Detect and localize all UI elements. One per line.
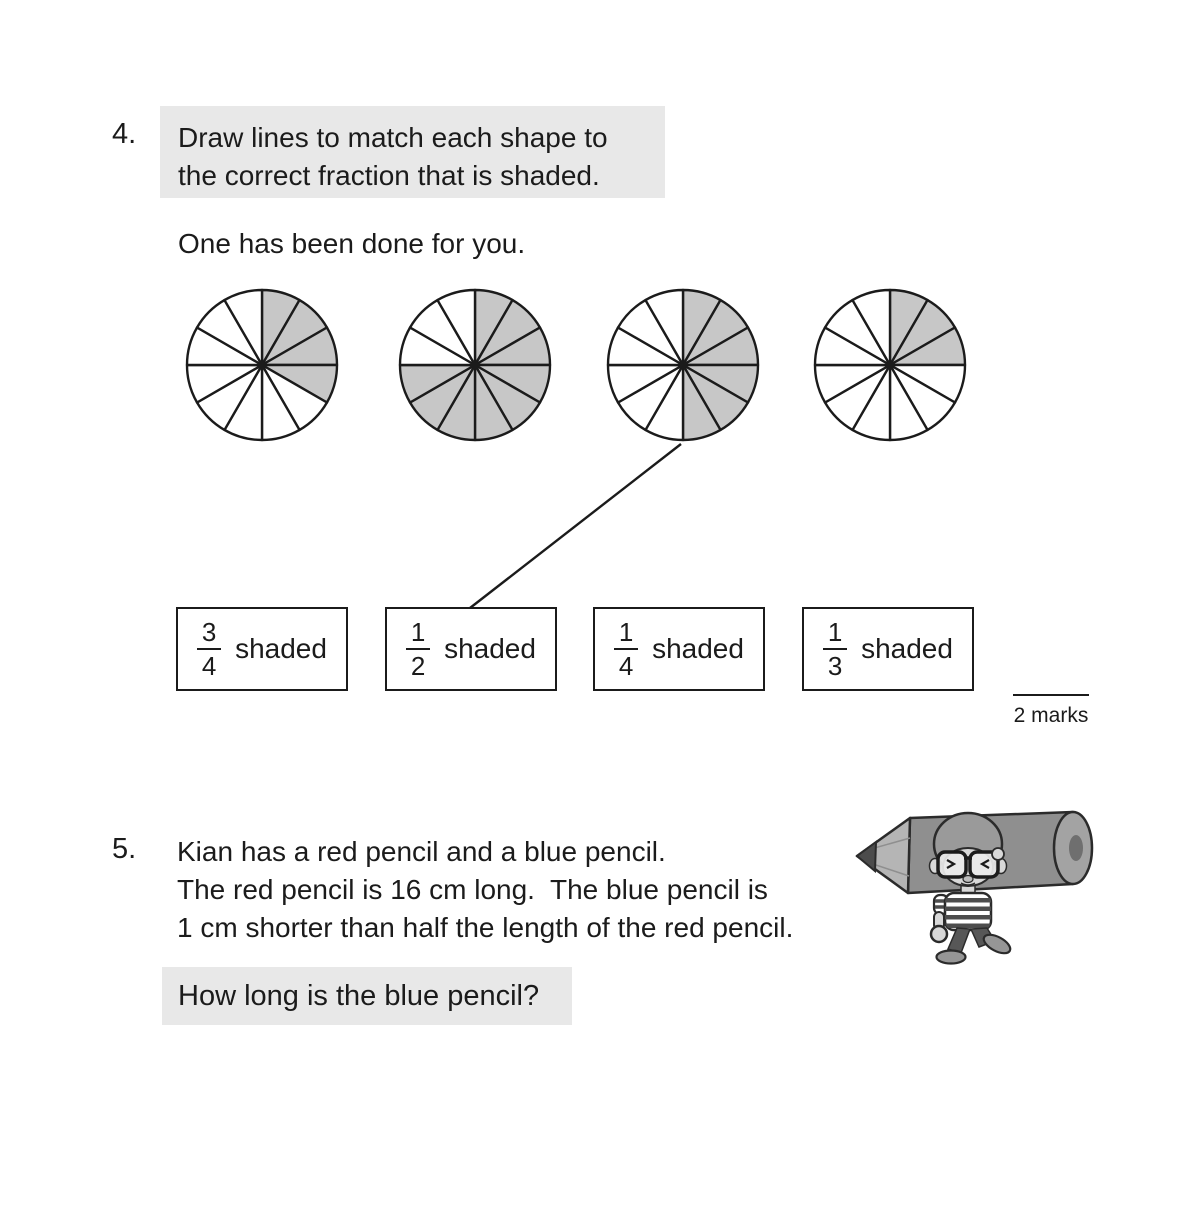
fraction-1-3 [823, 616, 847, 682]
fraction-box-3-4[interactable] [176, 607, 348, 691]
question-4-prompt-line-1: Draw lines to match each shape to [178, 122, 608, 153]
question-4-number: 4. [112, 118, 137, 150]
fraction-circle-2[interactable] [395, 285, 555, 445]
fraction-bar [614, 648, 638, 651]
fraction-numerator: 1 [827, 616, 843, 647]
question-5-number: 5. [112, 833, 137, 865]
fraction-circle-3-center-dot [679, 361, 688, 370]
example-match-line [470, 444, 681, 608]
character-fist [931, 926, 947, 942]
fraction-box-1-2[interactable] [385, 607, 557, 691]
fraction-denominator: 4 [201, 651, 217, 682]
fraction-circle-2-center-dot [471, 361, 480, 370]
shaded-label: shaded [444, 633, 536, 664]
fraction-1-4 [614, 616, 638, 682]
back-shoe [937, 951, 966, 964]
fraction-denominator: 4 [618, 651, 634, 682]
fraction-numerator: 3 [201, 616, 217, 647]
fraction-1-2 [406, 616, 430, 682]
fraction-bar [197, 648, 221, 651]
fraction-circle-3[interactable] [603, 285, 763, 445]
back-leg [948, 928, 970, 953]
marks-label: 2 marks [1013, 704, 1089, 727]
fraction-denominator: 3 [827, 651, 843, 682]
fraction-numerator: 1 [410, 616, 426, 647]
character-nose [963, 876, 973, 883]
fraction-box-1-4[interactable] [593, 607, 765, 691]
fraction-denominator: 2 [410, 651, 426, 682]
fraction-circle-1-center-dot [258, 361, 267, 370]
question-5-line-2: The red pencil is 16 cm long. The blue pencil is [177, 874, 768, 905]
fraction-box-1-3[interactable] [802, 607, 974, 691]
fraction-numerator: 1 [618, 616, 634, 647]
shaded-label: shaded [235, 633, 327, 664]
question-5-text [177, 833, 793, 947]
question-4-instruction: One has been done for you. [178, 228, 526, 259]
shaded-label: shaded [861, 633, 953, 664]
front-shoe [981, 931, 1013, 957]
question-5-question-highlight [162, 967, 572, 1025]
fraction-circle-4-center-dot [886, 361, 895, 370]
question-5-line-1: Kian has a red pencil and a blue pencil. [177, 836, 666, 867]
shaded-label: shaded [652, 633, 744, 664]
question-5-line-3: 1 cm shorter than half the length of the red pencil. [177, 912, 794, 943]
fraction-bar [406, 648, 430, 651]
fraction-3-4 [197, 616, 221, 682]
fraction-circle-1[interactable] [182, 285, 342, 445]
hand-on-glasses [992, 848, 1004, 860]
question-4-prompt-highlight [160, 106, 665, 198]
question-4-prompt-line-2: the correct fraction that is shaded. [178, 160, 600, 191]
pencil-lead-tip [857, 842, 876, 871]
pencil-end-hole [1069, 835, 1083, 861]
question-5-question: How long is the blue pencil? [178, 980, 540, 1012]
boy-carrying-giant-pencil-illustration [830, 792, 1105, 977]
fraction-bar [823, 648, 847, 651]
marks-answer-line [1013, 694, 1089, 696]
fraction-circle-4[interactable] [810, 285, 970, 445]
